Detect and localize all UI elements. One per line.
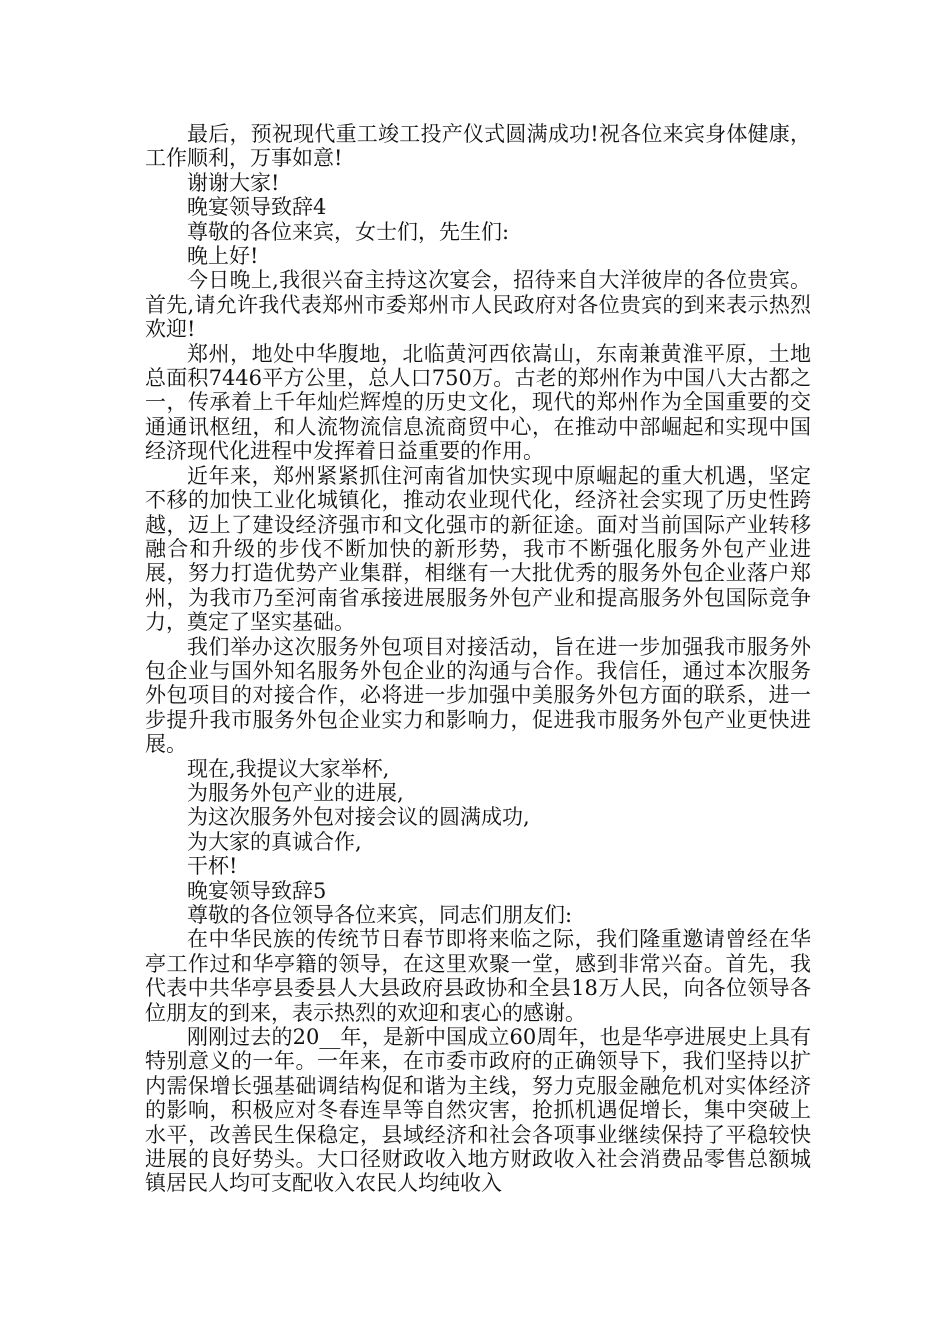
paragraph: 近年来，郑州紧紧抓住河南省加快实现中原崛起的重大机遇，坚定不移的加快工业化城镇化，推动农业现代化，经济社会实现了历史性跨越，迈上了建设经济强市和文化强市的新征途。面对当前国际产业转移融合和升级的步伐不断加快的新形势，我市不断强化服务外包产业进展，努力打造优势产业集群，相继有一大批优秀的服务外包企业落户郑州，为我市乃至河南省承接进展服务外包产业和提高服务外包国际竞争力，奠定了坚实基础。	[145, 463, 811, 635]
toast-line: 现在,我提议大家举杯,	[187, 756, 390, 781]
toast-line: 干杯!	[187, 854, 238, 879]
paragraph: 今日晚上,我很兴奋主持这次宴会，招待来自大洋彼岸的各位贵宾。首先,请允许我代表郑州市委郑州市人民政府对各位贵宾的到来表示热烈欢迎!	[145, 268, 811, 342]
paragraph: 郑州，地处中华腹地，北临黄河西依嵩山，东南兼黄淮平原，土地总面积7446平方公里，总人口750万。古老的郑州作为中国八大古都之一，传承着上千年灿烂辉煌的历史文化，现代的郑州作为全国重要的交通通讯枢纽，和人流物流信息流商贸中心，在推动中部崛起和实现中国经济现代化进程中发挥着日益重要的作用。	[145, 341, 811, 464]
salutation: 尊敬的各位领导各位来宾，同志们朋友们:	[187, 903, 573, 927]
section-heading: 晚宴领导致辞5	[187, 878, 327, 903]
toast-line: 为这次服务外包对接会议的圆满成功,	[187, 805, 530, 830]
paragraph: 最后，预祝现代重工竣工投产仪式圆满成功!祝各位来宾身体健康，工作顺利，万事如意!	[145, 122, 811, 171]
paragraph: 在中华民族的传统节日春节即将来临之际，我们隆重邀请曾经在华亭工作过和华亭籍的领导，在这里欢聚一堂，感到非常兴奋。首先，我代表中共华亭县委县人大县政府县政协和全县18万人民，向各位领导各位朋友的到来，表示热烈的欢迎和衷心的感谢。	[145, 927, 811, 1025]
section-heading: 晚宴领导致辞4	[187, 195, 327, 220]
toast-line: 为大家的真诚合作,	[187, 829, 362, 854]
document-body	[145, 122, 811, 1196]
toast-line: 为服务外包产业的进展,	[187, 780, 404, 805]
paragraph: 刚刚过去的20__年，是新中国成立60周年，也是华亭进展史上具有特别意义的一年。一年来，在市委市政府的正确领导下，我们坚持以扩内需保增长强基础调结构促和谐为主线，努力克服金融危机对实体经济的影响，积极应对冬春连旱等自然灾害，抢抓机遇促增长，集中突破上水平，改善民生保稳定，县域经济和社会各项事业继续保持了平稳较快进展的良好势头。大口径财政收入地方财政收入社会消费品零售总额城镇居民人均可支配收入农民人均纯收入	[145, 1025, 811, 1196]
greeting: 晚上好!	[187, 244, 259, 269]
salutation: 尊敬的各位来宾，女士们，先生们:	[187, 219, 510, 244]
paragraph: 谢谢大家!	[187, 170, 280, 195]
paragraph: 我们举办这次服务外包项目对接活动，旨在进一步加强我市服务外包企业与国外知名服务外包企业的沟通与合作。我信任，通过本次服务外包项目的对接合作，必将进一步加强中美服务外包方面的联系，进一步提升我市服务外包企业实力和影响力，促进我市服务外包产业更快进展。	[145, 634, 811, 757]
